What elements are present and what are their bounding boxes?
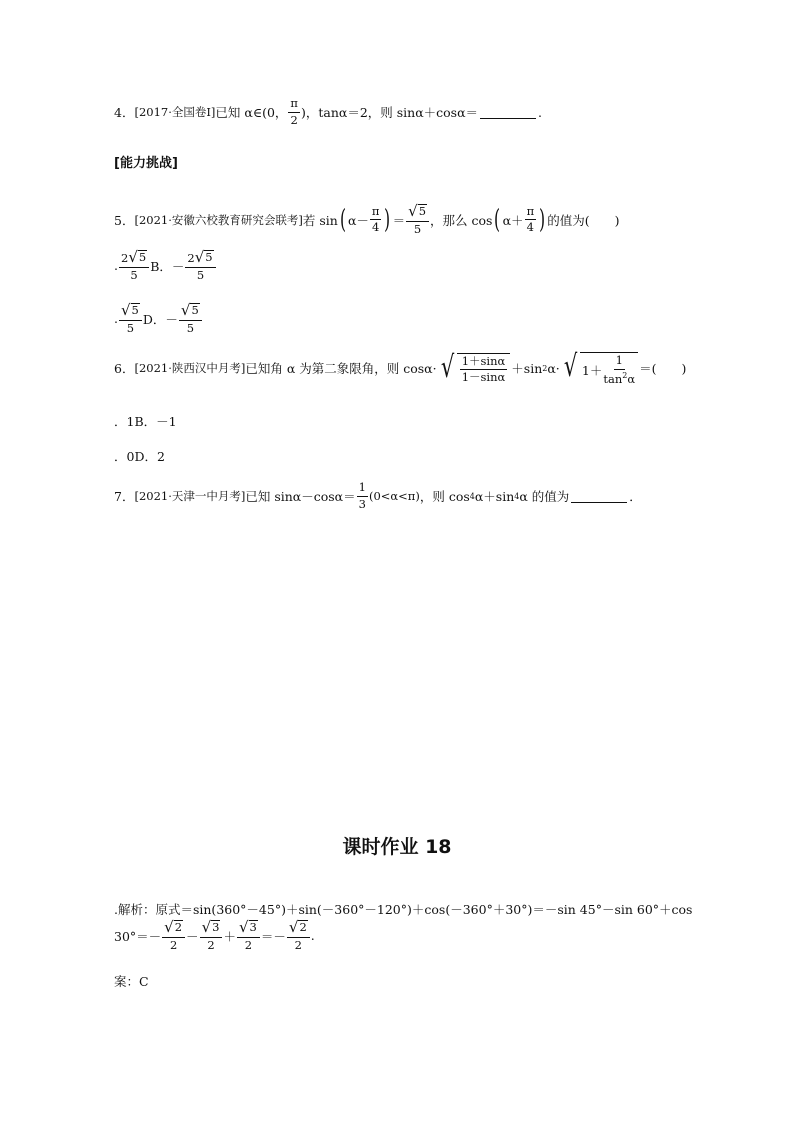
question-source: [2021·陕西汉中月考] — [134, 361, 246, 376]
fraction-pi-over-2: $\frac{\pi}{2}$ — [290, 96, 298, 127]
question-number: 7． — [114, 489, 135, 504]
fraction-pi-over-4: $\frac{\pi}{4}$ — [526, 203, 535, 235]
option-d-label: D．－ — [142, 311, 178, 327]
q6-options-cd: ．0D．2 — [114, 449, 165, 464]
question-4: 4． [2017·全国卷Ⅰ] 已知 α∈(0， $\frac{\pi}{2}$ )，tanα＝2，则 sinα＋cosα＝ . — [114, 96, 543, 127]
question-text: 已知 α∈(0， — [215, 105, 288, 120]
fraction-sqrt2-over-2: √ 2 2 — [162, 920, 185, 952]
option-a-value: 2 √ 5 5 — [119, 250, 149, 282]
solution-answer: 案：C — [114, 974, 149, 989]
option-c-value: √ 5 5 — [119, 303, 142, 335]
option-b-label: B．－ — [150, 258, 185, 274]
option-d-value: √ 5 5 — [179, 303, 202, 335]
question-6: 6． [2021·陕西汉中月考] 已知角 α 为第二象限角，则 cosα· √ $\frac{1+\sin\alpha}{1-\sin\alpha}$ ＋sin 2 α· √ 1＋ $\frac{1}{\tan^2\alpha}$ ＝( ) — [114, 349, 687, 386]
question-number: 6． — [114, 361, 135, 377]
solution-line-2: 30°＝－ √ 2 2 － √ 3 2 ＋ √ 3 2 ＝－ √ 2 2 . — [114, 918, 315, 952]
question-5: 5． [2021·安徽六校教育研究会联考] 若 sin ( α－ $\frac{\pi}{4}$ ) ＝ √ 5 5 ，那么 cos ( α＋ $\frac{\pi}{4}$ ) 的值为( ) — [114, 202, 620, 236]
answer-blank — [571, 490, 627, 503]
section-heading: [能力挑战] — [114, 156, 178, 171]
fraction-sqrt2-over-2: √ 2 2 — [287, 920, 310, 952]
fraction-sqrt3-over-2: √ 3 2 — [200, 920, 223, 952]
question-source: [2017·全国卷Ⅰ] — [134, 105, 216, 119]
option-b-value: 2 √ 5 5 — [185, 250, 215, 282]
answer-blank — [480, 106, 536, 119]
question-source: [2021·安徽六校教育研究会联考] — [134, 212, 303, 227]
sqrt-fraction: √ $\frac{1+\sin\alpha}{1-\sin\alpha}$ — [438, 353, 511, 384]
fraction-sqrt5-over-5: √ 5 5 — [406, 204, 429, 236]
q5-options-cd: . √ 5 5 D．－ √ 5 5 — [114, 303, 203, 335]
solution-line-1: .解析：原式＝sin(360°－45°)＋sin(－360°－120°)＋cos(－360°＋30°)＝－sin 45°－sin 60°＋cos — [114, 902, 693, 917]
sqrt-tan-expression: √ 1＋ $\frac{1}{\tan^2\alpha}$ — [561, 352, 638, 385]
fraction-sqrt3-over-2: √ 3 2 — [237, 920, 260, 952]
question-number: 4． — [114, 105, 135, 120]
page-title: 课时作业 18 — [342, 836, 452, 858]
question-text: )，tanα＝2，则 sinα＋cosα＝ — [300, 105, 479, 120]
fraction-one-third: $\frac{1}{3}$ — [358, 480, 366, 511]
question-7: 7． [2021·天津一中月考] 已知 sinα－cosα＝ $\frac{1}{3}$ (0<α<π) ，则 cos 4 α＋sin 4 α 的值为 ． — [114, 480, 642, 511]
question-number: 5． — [114, 212, 135, 228]
q5-options-ab: . 2 √ 5 5 B．－ 2 √ 5 5 — [114, 250, 217, 282]
q6-options-ab: ．1B．－1 — [114, 414, 177, 429]
fraction-pi-over-4: $\frac{\pi}{4}$ — [371, 203, 380, 235]
question-source: [2021·天津一中月考] — [134, 489, 246, 503]
